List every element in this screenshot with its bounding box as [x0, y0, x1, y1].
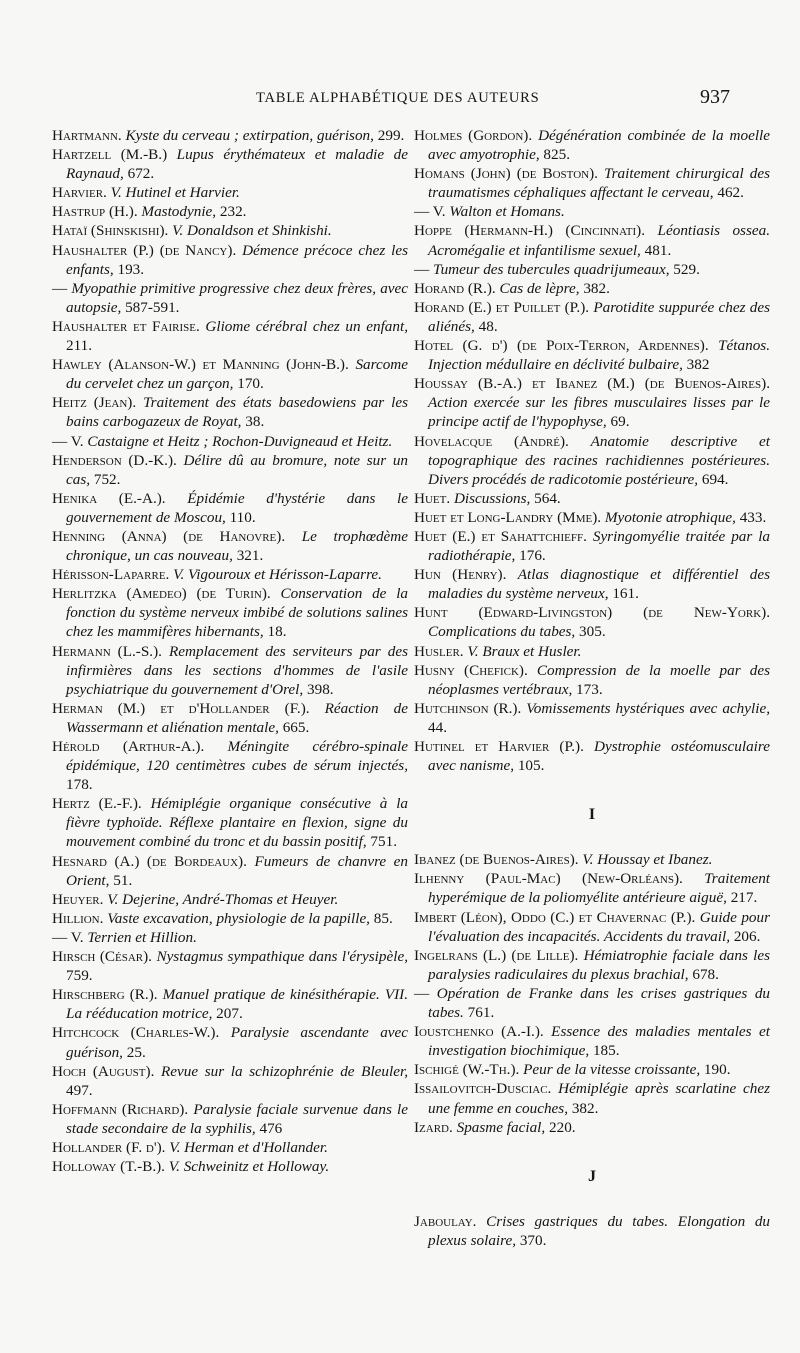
entry-author: Houssay (B.-A.) et Ibanez (M.) (de Buenos-Aires).	[414, 375, 770, 393]
index-entry	[414, 336, 770, 374]
entry-title: Action exercée sur les fibres musculaires lisses par le principe actif de l'hypophyse,	[428, 394, 770, 431]
entry-title: Terrien et Hillion.	[87, 928, 197, 946]
entry-author: Hun (Henry).	[414, 566, 507, 584]
entry-author: Herlitzka (Amedeo) (de Turin).	[52, 585, 271, 603]
entry-page-ref: 759.	[66, 967, 93, 985]
entry-title: Syringomyélie traitée par la radiothérapie,	[428, 527, 771, 565]
index-entry	[414, 737, 770, 775]
entry-page-ref: 433.	[739, 508, 767, 526]
entry-author: Jaboulay.	[414, 1212, 477, 1230]
entry-page-ref: 25.	[126, 1043, 146, 1061]
entry-title: Myotonie atrophique,	[604, 508, 736, 526]
entry-page-ref: 751.	[370, 833, 397, 851]
running-title: TABLE ALPHABÉTIQUE DES AUTEURS	[256, 90, 540, 106]
entry-page-ref: 529.	[673, 260, 700, 278]
entry-title: Sarcome du cervelet chez un garçon,	[66, 356, 409, 393]
entry-title: Essence des maladies mentales et investigation biochimique,	[428, 1023, 771, 1060]
index-entry	[52, 794, 408, 851]
index-entry	[52, 241, 408, 279]
entry-title: Réaction de Wassermann et aliénation mentale,	[66, 699, 408, 736]
index-entry	[52, 432, 408, 451]
entry-title: V. Hutinel et Harvier.	[110, 184, 240, 202]
entry-page-ref: 173.	[576, 680, 603, 698]
entry-page-ref: 190.	[703, 1061, 731, 1079]
entry-title: Parotidite suppurée chez des aliénés,	[428, 298, 771, 335]
index-entry	[414, 489, 770, 508]
entry-page-ref: 44.	[428, 718, 447, 736]
entry-page-ref: 672.	[127, 165, 155, 183]
entry-author: —	[52, 279, 68, 297]
entry-title: Nystagmus sympathique dans l'érysipèle,	[156, 948, 408, 966]
entry-page-ref: 382.	[571, 1099, 599, 1117]
entry-author: Hoppe (Hermann-H.) (Cincinnati).	[414, 222, 646, 240]
entry-title: Remplacement des serviteurs par des infirmières dans les sections d'hommes de l'asile psychiatrique du gouvernement d'Orel,	[66, 642, 408, 698]
entry-title: Dégénération combinée de la moelle avec amyotrophie,	[428, 127, 770, 164]
entry-author: Herman (M.) et d'Hollander (F.).	[52, 699, 310, 717]
entry-author: — V.	[52, 432, 84, 450]
index-entry	[414, 946, 770, 984]
entry-author: Heuyer.	[52, 890, 104, 908]
entry-page-ref: 752.	[93, 470, 121, 488]
left-column	[52, 126, 408, 1176]
entry-title: Vomissements hystériques avec achylie,	[526, 699, 770, 717]
entry-title: Paralysie ascendante avec guérison,	[66, 1024, 409, 1061]
index-entry	[52, 202, 408, 221]
entry-title: Anatomie descriptive et topographique des racines rachidiennes postérieures. Divers procédés de radicotomie postérieure,	[428, 432, 770, 488]
entry-author: Harvier.	[52, 184, 107, 202]
entry-title: V. Donaldson et Shinkishi.	[172, 222, 332, 240]
entry-author: Hollander (F. d').	[52, 1138, 166, 1156]
entry-page-ref: 51.	[113, 871, 133, 889]
index-entry	[414, 1212, 770, 1250]
entry-page-ref: 85.	[373, 909, 393, 927]
section-letter: I	[588, 806, 596, 824]
entry-page-ref: 587-591.	[125, 298, 180, 316]
index-entry	[52, 527, 408, 565]
entry-author: Hotel (G. d') (de Poix-Terron, Ardennes).	[414, 337, 709, 355]
entry-page-ref: 220.	[549, 1118, 576, 1136]
entry-title: Vaste excavation, physiologie de la papille,	[107, 909, 370, 927]
index-entry	[414, 1118, 770, 1137]
entry-page-ref: 18.	[267, 623, 287, 641]
entry-page-ref: 69.	[610, 413, 630, 431]
index-entry	[52, 317, 408, 355]
entry-title: Tumeur des tubercules quadrijumeaux,	[432, 260, 670, 278]
entry-title: Discussions,	[453, 489, 531, 507]
entry-page-ref: 382	[686, 356, 710, 374]
entry-page-ref: 48.	[478, 317, 498, 335]
entry-author: Ioustchenko (A.-I.).	[414, 1023, 544, 1041]
entry-title: Paralysie faciale survenue dans le stade secondaire de la syphilis,	[66, 1100, 408, 1137]
entry-author: — V.	[414, 203, 446, 221]
entry-author: Hovelacque (André).	[414, 432, 569, 450]
index-entry	[52, 985, 408, 1023]
index-entry	[414, 374, 770, 431]
entry-page-ref: 678.	[692, 965, 719, 983]
entry-title: Hémiatrophie faciale dans les paralysies radiculaires du plexus brachial,	[428, 946, 770, 983]
entry-author: Hastrup (H.).	[52, 203, 138, 221]
entry-author: Henning (Anna) (de Hanovre).	[52, 527, 286, 545]
entry-page-ref: 305.	[579, 623, 606, 641]
entry-page-ref: 694.	[701, 470, 729, 488]
entry-author: Ibanez (de Buenos-Aires).	[414, 851, 579, 869]
index-entry	[414, 1060, 770, 1079]
entry-title: Castaigne et Heitz ; Rochon-Duvigneaud et Heitz.	[87, 432, 393, 450]
entry-author: Ilhenny (Paul-Mac) (New-Orléans).	[414, 870, 683, 888]
entry-title: Mastodynie,	[141, 203, 217, 221]
entry-author: Izard.	[414, 1118, 453, 1136]
entry-title: Hémiplégie organique consécutive à la fièvre typhoïde. Réflexe plantaire en flexion, signe du mouvement combiné du tronc et du bassin positif,	[66, 795, 409, 851]
entry-title: Tétanos. Injection médullaire en déclivité bulbaire,	[428, 337, 770, 374]
index-entry	[414, 221, 770, 259]
entry-page-ref: 564.	[534, 489, 561, 507]
index-entry	[414, 869, 770, 907]
entry-title: V. Houssay et Ibanez.	[582, 851, 713, 869]
entry-author: Horand (E.) et Puillet (P.).	[414, 298, 590, 316]
index-entry	[414, 661, 770, 699]
entry-title: Fumeurs de chanvre en Orient,	[66, 852, 409, 889]
entry-author: Henika (E.-A.).	[52, 489, 166, 507]
index-entry	[52, 126, 408, 145]
entry-author: Hérold (Arthur-A.).	[52, 738, 205, 755]
entry-page-ref: 476	[259, 1119, 283, 1137]
index-entry	[52, 1100, 408, 1138]
entry-author: Hutchinson (R.).	[414, 699, 522, 717]
index-entry	[414, 565, 770, 603]
entry-page-ref: 206.	[733, 927, 761, 945]
entry-author: Hesnard (A.) (de Bordeaux).	[52, 852, 247, 870]
entry-title: Cas de lèpre,	[499, 279, 580, 297]
index-entry	[52, 699, 408, 737]
entry-title: Dystrophie ostéomusculaire avec nanisme,	[428, 738, 770, 775]
entry-title: Traitement des états basedowiens par les bains carbogazeux de Royat,	[66, 394, 408, 431]
entry-title: Spasme facial,	[456, 1118, 546, 1136]
entry-title: V. Dejerine, André-Thomas et Heuyer.	[107, 890, 339, 908]
entry-title: Gliome cérébral chez un enfant,	[205, 317, 409, 335]
index-entry	[52, 393, 408, 431]
entry-page-ref: 176.	[519, 547, 546, 565]
index-entry	[52, 221, 408, 240]
entry-title: V. Braux et Husler.	[467, 642, 582, 660]
entry-page-ref: 299.	[377, 127, 405, 144]
entry-title: Atlas diagnostique et différentiel des maladies du système nerveux,	[428, 566, 771, 603]
index-entry	[52, 355, 408, 393]
entry-title: Méningite cérébro-spinale épidémique, 120 centimètres cubes de sérum injectés,	[66, 738, 409, 775]
index-entry	[52, 145, 408, 183]
entry-page-ref: 481.	[644, 241, 672, 259]
entry-page-ref: 185.	[592, 1042, 620, 1060]
entry-page-ref: 105.	[517, 757, 545, 775]
entry-title: Épidémie d'hystérie dans le gouvernement de Moscou,	[66, 489, 408, 526]
entry-author: Haushalter (P.) (de Nancy).	[52, 241, 237, 259]
entry-title: Traitement chirurgical des traumatismes céphaliques affectant le cerveau,	[428, 165, 771, 202]
entry-page-ref: 170.	[237, 375, 264, 393]
entry-title: Manuel pratique de kinésithérapie. VII. La rééducation motrice,	[66, 986, 409, 1023]
entry-title: Délire dû au bromure, note sur un cas,	[66, 451, 409, 488]
index-entry	[52, 737, 408, 794]
entry-title: Conservation de la fonction du système nerveux imbibé de solutions salines chez les mammifères hibernants,	[66, 585, 409, 641]
index-entry	[52, 451, 408, 489]
index-entry	[414, 908, 770, 946]
index-entry	[52, 642, 408, 699]
entry-author: Huet et Long-Landry (Mme).	[414, 508, 602, 526]
entry-page-ref: 825.	[543, 146, 570, 164]
index-entry	[52, 928, 408, 947]
index-entry	[414, 432, 770, 489]
entry-title: Kyste du cerveau ; extirpation, guérison,	[125, 127, 374, 144]
index-entry	[414, 1079, 770, 1117]
entry-author: Ingelrans (L.) (de Lille).	[414, 946, 579, 964]
entry-author: Issailovitch-Dusciac.	[414, 1080, 552, 1098]
index-entry	[414, 850, 770, 869]
entry-title: Hémiplégie après scarlatine chez une femme en couches,	[428, 1080, 771, 1117]
entry-page-ref: 211.	[66, 337, 93, 355]
entry-author: Hartmann.	[52, 127, 122, 144]
entry-title: Opération de Franke dans les crises gastriques du tabes.	[428, 984, 771, 1022]
index-entry	[414, 527, 770, 565]
entry-author: Holloway (T.-B.).	[52, 1158, 165, 1176]
entry-title: Démence précoce chez les enfants,	[66, 241, 409, 278]
entry-author: Hunt (Edward-Livingston) (de New-York).	[414, 604, 770, 622]
index-entry	[52, 1023, 408, 1061]
index-entry	[414, 164, 770, 202]
index-entry	[52, 183, 408, 202]
entry-page-ref: 398.	[307, 680, 334, 698]
entry-page-ref: 321.	[236, 547, 264, 565]
entry-author: Hoffmann (Richard).	[52, 1100, 189, 1118]
index-entry	[414, 603, 770, 641]
entry-page-ref: 761.	[467, 1004, 495, 1022]
right-column	[414, 126, 770, 1250]
entry-author: Hirschberg (R.).	[52, 986, 158, 1004]
entry-author: Homans (John) (de Boston).	[414, 165, 598, 183]
entry-author: Huet.	[414, 489, 451, 507]
entry-page-ref: 232.	[219, 203, 247, 221]
entry-author: Haushalter et Fairise.	[52, 317, 200, 335]
entry-author: Hirsch (César).	[52, 948, 152, 966]
index-entry	[52, 1138, 408, 1157]
entry-title: Léontiasis ossea. Acromégalie et infantilisme sexuel,	[428, 222, 771, 259]
entry-title: V. Herman et d'Hollander.	[169, 1138, 328, 1156]
index-entry	[52, 1157, 408, 1176]
entry-title: Crises gastriques du tabes. Elongation du plexus solaire,	[428, 1212, 771, 1249]
entry-author: Hillion.	[52, 909, 104, 927]
entry-author: Hataï (Shinskishi).	[52, 222, 169, 240]
entry-author: Heitz (Jean).	[52, 394, 137, 412]
entry-author: Hérisson-Laparre.	[52, 566, 170, 584]
index-entry	[52, 489, 408, 527]
entry-author: Husler.	[414, 642, 464, 660]
entry-title: Complications du tabes,	[428, 623, 576, 641]
index-entry	[414, 260, 770, 279]
index-entry	[414, 984, 770, 1022]
entry-title: Walton et Homans.	[449, 203, 565, 221]
entry-title: Peur de la vitesse croissante,	[523, 1061, 701, 1079]
entry-title: Revue sur la schizophrénie de Bleuler,	[161, 1062, 408, 1080]
entry-title: V. Vigouroux et Hérisson-Laparre.	[173, 566, 382, 584]
entry-author: Huet (E.) et Sahattchieff.	[414, 527, 587, 545]
entry-title: Myopathie primitive progressive chez deux frères, avec autopsie,	[66, 279, 409, 316]
entry-page-ref: 161.	[612, 585, 639, 603]
entry-author: Hertz (E.-F.).	[52, 795, 142, 813]
entry-author: Horand (R.).	[414, 279, 496, 297]
entry-author: Hutinel et Harvier (P.).	[414, 738, 584, 755]
index-entry	[414, 126, 770, 164]
entry-author: Hawley (Alanson-W.) et Manning (John-B.).	[52, 356, 349, 374]
index-entry	[52, 584, 408, 641]
index-entry	[414, 508, 770, 527]
entry-page-ref: 193.	[117, 260, 145, 278]
entry-author: Holmes (Gordon).	[414, 127, 533, 144]
index-entry	[414, 279, 770, 298]
entry-author: —	[414, 260, 430, 278]
entry-author: Imbert (Léon), Oddo (C.) et Chavernac (P.).	[414, 908, 696, 926]
page-header	[0, 86, 800, 116]
index-entry	[52, 279, 408, 317]
entry-page-ref: 462.	[717, 184, 744, 202]
entry-title: Guide pour l'évaluation des incapacités. Accidents du travail,	[428, 908, 771, 945]
index-entry	[414, 642, 770, 661]
entry-author: —	[414, 984, 430, 1002]
index-entry	[52, 852, 408, 890]
entry-page-ref: 207.	[216, 1005, 243, 1023]
entry-title: V. Schweinitz et Holloway.	[168, 1158, 330, 1176]
page-number: 937	[700, 86, 730, 108]
index-entry	[414, 699, 770, 737]
index-entry	[52, 947, 408, 985]
entry-page-ref: 217.	[730, 889, 758, 907]
entry-author: Henderson (D.-K.).	[52, 451, 177, 469]
entry-page-ref: 497.	[66, 1081, 93, 1099]
entry-page-ref: 38.	[245, 413, 265, 431]
entry-author: Hermann (L.-S.).	[52, 642, 162, 660]
entry-title: Traitement hyperémique de la poliomyélite antérieure aiguë,	[428, 870, 771, 907]
entry-page-ref: 370.	[519, 1231, 547, 1249]
index-entry	[414, 202, 770, 221]
index-entry	[52, 565, 408, 584]
entry-title: Le trophœdème chronique, un cas nouveau,	[66, 527, 408, 565]
entry-author: Hoch (August).	[52, 1062, 155, 1080]
index-entry	[52, 909, 408, 928]
entry-author: Hitchcock (Charles-W.).	[52, 1024, 220, 1042]
section-letter: J	[588, 1167, 596, 1185]
entry-author: Husny (Chefick).	[414, 661, 528, 679]
index-entry	[414, 1022, 770, 1060]
entry-author: — V.	[52, 928, 84, 946]
entry-page-ref: 110.	[229, 508, 256, 526]
index-entry	[52, 1062, 408, 1100]
entry-title: Compression de la moelle par des néoplasmes vertébraux,	[428, 661, 771, 698]
entry-author: Hartzell (M.-B.)	[52, 146, 168, 164]
entry-author: Ischigé (W.-Th.).	[414, 1061, 520, 1079]
entry-page-ref: 178.	[66, 776, 93, 794]
index-entry	[414, 298, 770, 336]
index-entry	[52, 890, 408, 909]
entry-page-ref: 665.	[282, 718, 310, 736]
entry-title: Lupus érythémateux et maladie de Raynaud,	[66, 146, 408, 183]
entry-page-ref: 382.	[583, 279, 610, 297]
